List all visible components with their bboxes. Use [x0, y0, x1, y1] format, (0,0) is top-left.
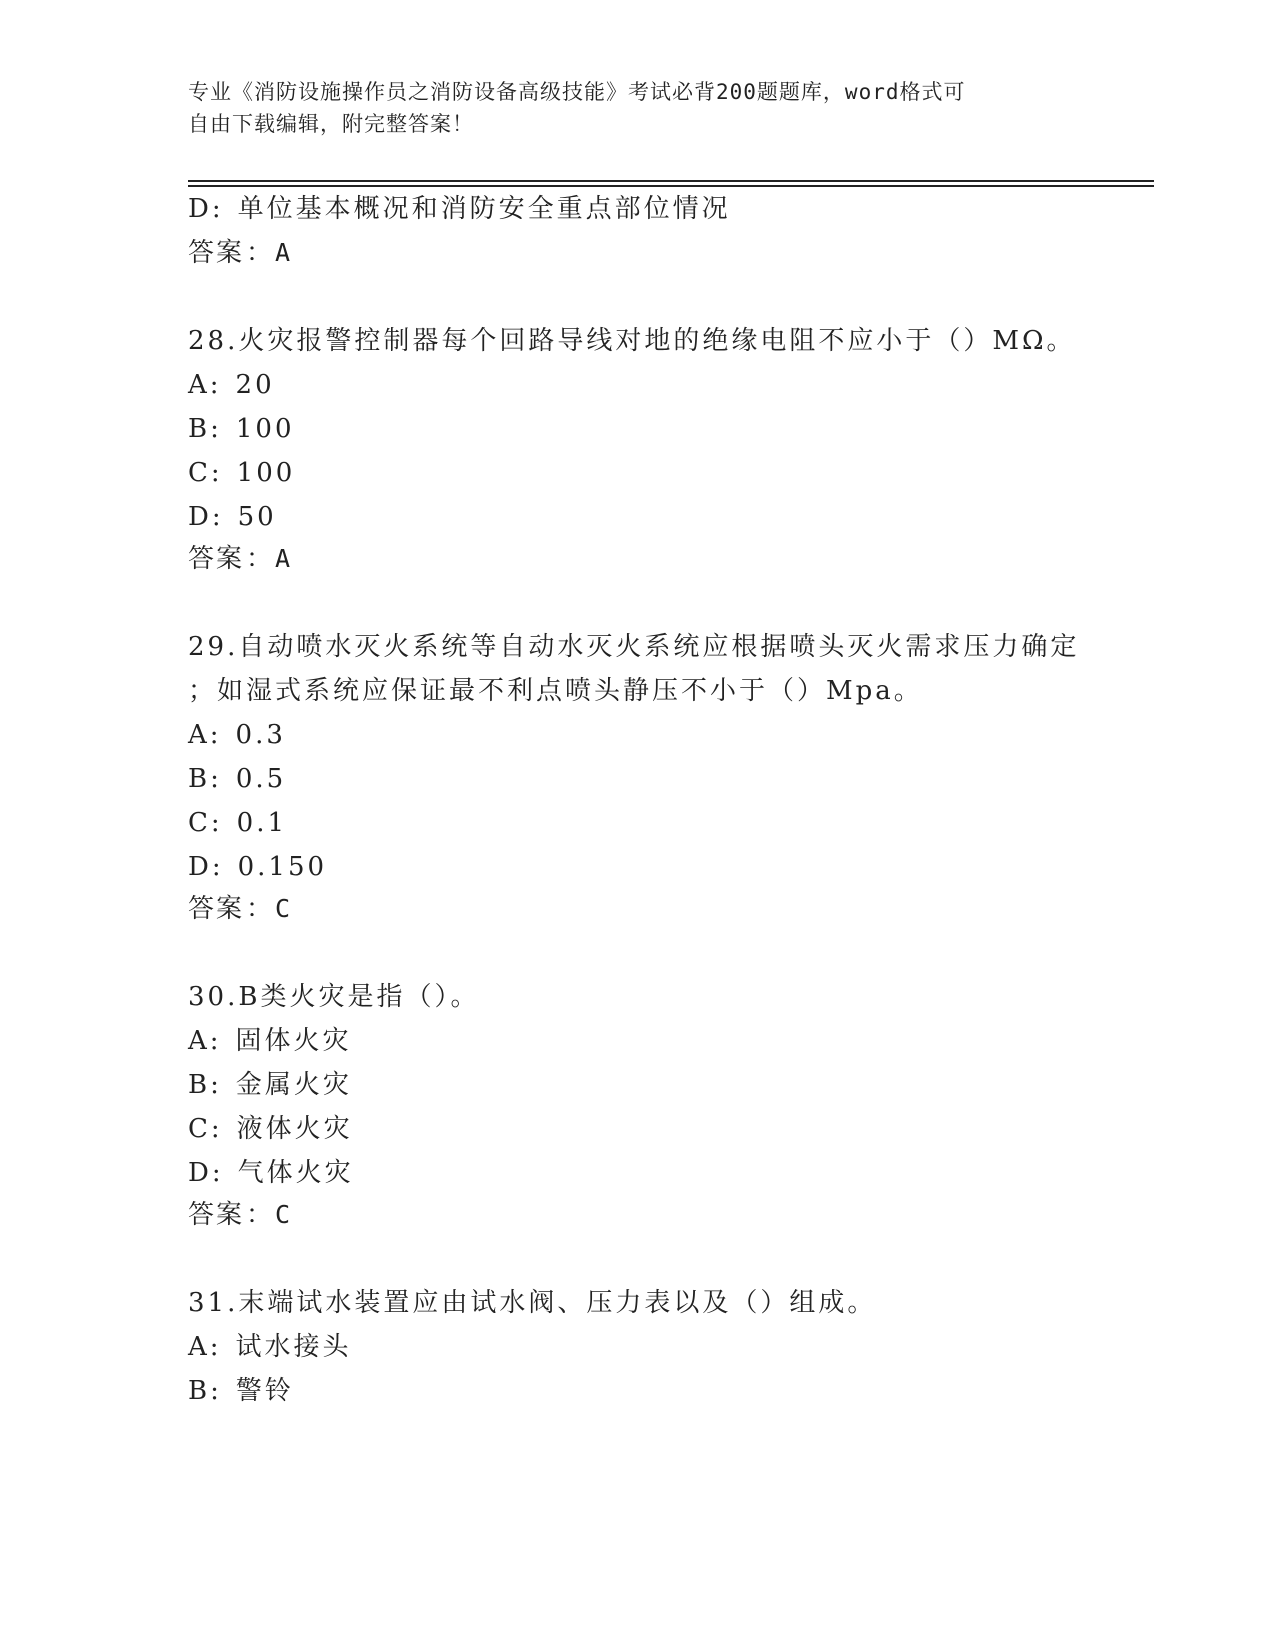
option-label: C: [188, 458, 223, 488]
answer-value: A [275, 544, 292, 573]
option-label: B: [188, 764, 222, 794]
option-label: D: [188, 502, 224, 532]
option-label: A: [188, 720, 222, 750]
option-text: 警铃 [235, 1376, 294, 1406]
q28-answer [188, 542, 291, 576]
q30-option-d [188, 1156, 354, 1190]
header-line-2: 自由下载编辑，附完整答案！ [188, 112, 474, 136]
option-text: 液体火灾 [236, 1114, 353, 1144]
option-text: 100 [236, 458, 296, 488]
option-text: 金属火灾 [235, 1070, 352, 1100]
q28-option-c [188, 456, 295, 490]
q29-stem-line-2: ；如湿式系统应保证最不利点喷头静压不小于（）Mpa。 [188, 676, 923, 706]
answer-separator: ： [246, 544, 274, 574]
option-text: 50 [237, 502, 277, 532]
answer-label: 答案 [188, 894, 245, 924]
answer-value: C [275, 894, 292, 923]
q28-option-a [188, 368, 275, 402]
q30-answer [188, 1198, 291, 1232]
q28-stem: 28.火灾报警控制器每个回路导线对地的绝缘电阻不应小于（）MΩ。 [188, 326, 1076, 356]
option-text: 试水接头 [235, 1332, 352, 1362]
option-label: D: [188, 194, 224, 224]
q29-stem-line-1: 29.自动喷水灭火系统等自动水灭火系统应根据喷头灭火需求压力确定 [188, 632, 1080, 662]
q30-option-c [188, 1112, 353, 1146]
answer-label: 答案 [188, 1200, 245, 1230]
q30-stem: 30.B类火灾是指（）。 [188, 982, 480, 1012]
answer-value: C [275, 1200, 292, 1229]
option-text: 0.1 [236, 808, 288, 838]
option-text: 固体火灾 [235, 1026, 352, 1056]
option-text: 0.150 [237, 852, 328, 882]
q28-option-d [188, 500, 277, 534]
q28-option-b [188, 412, 295, 446]
option-text: 单位基本概况和消防安全重点部位情况 [237, 194, 731, 224]
q29-option-a [188, 718, 286, 752]
option-label: C: [188, 1114, 223, 1144]
q29-answer [188, 892, 291, 926]
option-label: A: [188, 370, 222, 400]
option-label: C: [188, 808, 223, 838]
document-header [188, 76, 1088, 140]
q30-option-b [188, 1068, 352, 1102]
q31-option-a [188, 1330, 352, 1364]
prev-option-d [188, 192, 731, 226]
option-text: 20 [235, 370, 275, 400]
answer-separator: ： [246, 894, 274, 924]
header-divider-top [188, 180, 1154, 182]
header-divider-bottom [188, 185, 1154, 187]
option-label: D: [188, 852, 224, 882]
option-label: A: [188, 1026, 222, 1056]
answer-separator: ： [246, 1200, 274, 1230]
q30-option-a [188, 1024, 352, 1058]
prev-answer [188, 236, 291, 270]
header-line-1: 专业《消防设施操作员之消防设备高级技能》考试必背200题题库，word格式可 [188, 80, 966, 104]
q31-stem: 31.末端试水装置应由试水阀、压力表以及（）组成。 [188, 1288, 877, 1318]
option-text: 气体火灾 [237, 1158, 354, 1188]
q29-option-c [188, 806, 287, 840]
answer-label: 答案 [188, 238, 245, 268]
option-label: A: [188, 1332, 222, 1362]
option-text: 0.3 [235, 720, 286, 750]
option-label: B: [188, 1376, 222, 1406]
answer-label: 答案 [188, 544, 245, 574]
answer-value: A [275, 238, 292, 267]
option-label: B: [188, 414, 222, 444]
option-text: 0.5 [235, 764, 287, 794]
option-label: B: [188, 1070, 222, 1100]
option-text: 100 [235, 414, 295, 444]
q31-option-b [188, 1374, 294, 1408]
q29-option-d [188, 850, 327, 884]
answer-separator: ： [246, 238, 274, 268]
q29-option-b [188, 762, 286, 796]
option-label: D: [188, 1158, 224, 1188]
